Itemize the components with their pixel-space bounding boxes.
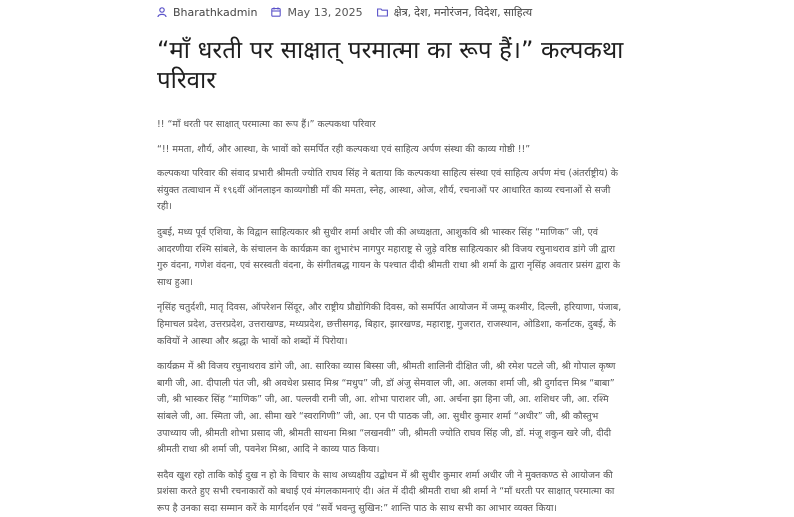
category-link[interactable]: विदेश <box>474 5 498 19</box>
folder-icon <box>377 7 388 17</box>
author-meta[interactable] <box>157 6 257 19</box>
paragraph: “!! ममता, शौर्य, और आस्था, के भावों को समर्पित रही कल्पकथा एवं साहित्य अर्पण संस्था की काव्य गोष्ठी !!” <box>157 143 531 155</box>
post-date: May 13, 2025 <box>287 5 363 19</box>
category-link[interactable]: क्षेत्र <box>393 5 408 19</box>
category-link[interactable]: देश <box>414 5 428 19</box>
post-title: “माँ धरती पर साक्षात् परमात्मा का रूप हैं।” कल्पकथा परिवार <box>157 36 624 94</box>
category-link[interactable]: साहित्य <box>503 5 533 19</box>
paragraph: सदैव खुश रहो ताकि कोई दुख न हो के विचार के साथ अध्यक्षीय उद्बोधन में श्री सुधीर कुमार शर्मा अधीर जी ने मुक्तकण्ठ से आयोजन की प्रशंसा करते हुए सभी रचनाकारों को बधाई एवं मंगलकामनाएं दी। अंत में दीदी श्रीमती राधा श्री शर्मा ने “माँ धरती पर साक्षात् परमात्मा का रूप है उनका सदा सम्मान करें के मार्गदर्शन एवं “सर्वे भवन्तु सुखिन:” शान्ति पाठ के साथ सभी का आभार व्यक्त किया। <box>157 469 615 514</box>
user-icon <box>157 7 167 17</box>
post-meta <box>157 4 627 20</box>
category-link[interactable]: मनोरंजन <box>433 5 469 19</box>
paragraph: !! “माँ धरती पर साक्षात् परमात्मा का रूप हैं।” कल्पकथा परिवार <box>157 119 376 130</box>
date-meta <box>271 6 362 19</box>
paragraph: कार्यक्रम में श्री विजय रघुनाथराव डांगे जी, आ. सारिका व्यास बिस्सा जी, श्रीमती शालिनी दीक्षित जी, श्री रमेश पटले जी, श्री गोपाल कृष्ण बागी जी, आ. दीपाली पंत जी, श्री अवधेश प्रसाद मिश्र “मधुप” जी, डॉ अंजु सेमवाल जी, आ. अलका शर्मा जी, श्री दुर्गादत्त मिश्र “बाबा” जी, श्री भास्कर सिंह “माणिक” जी, आ. पल्लवी रानी जी, आ. शोभा पाराशर जी, आ. अर्चना झा हिना जी, आ. शशिधर जी, आ. रश्मि सांबले जी, आ. स्मिता जी, आ. सीमा खरे “स्वरागिणी” जी, आ. एन पी पाठक जी, आ. सुधीर कुमार शर्मा “अधीर” जी, श्री कौस्तुभ उपाध्याय जी, श्रीमती शोभा प्रसाद जी, श्रीमती साधना मिश्रा “लखनवी” जी, श्रीमती ज्योति राघव सिंह जी, डॉ. मंजू शकुन खरे जी, दीदी श्रीमती राधा श्री शर्मा जी, पवनेश मिश्रा, आदि ने काव्य पाठ किया। <box>157 361 616 456</box>
author-link[interactable]: Bharathkadmin <box>173 5 258 19</box>
category-meta: क्षेत्र , देश , मनोरंजन , विदेश , साहित्य <box>377 5 532 20</box>
post-content <box>157 117 627 517</box>
paragraph: दुबई, मध्य पूर्व एशिया, के विद्वान साहित्यकार श्री सुधीर शर्मा अधीर जी की अध्यक्षता, आशुकवि श्री भास्कर सिंह “माणिक” जी, एवं आदरणीया रश्मि सांबले, के संचालन के कार्यक्रम का शुभारंभ नागपुर महाराष्ट्र से जुड़े वरिष्ठ साहित्यकार श्री विजय रघुनाथराव डांगे जी द्वारा गुरु वंदना, गणेश वंदना, एवं सरस्वती वंदना, के संगीतबद्ध गायन के पश्चात दीदी श्रीमती राधा श्री शर्मा के द्वारा नृसिंह अवतार प्रसंग द्वारा के साथ हुआ। <box>157 226 621 288</box>
paragraph: कल्पकथा परिवार की संवाद प्रभारी श्रीमती ज्योति राघव सिंह ने बताया कि कल्पकथा साहित्य संस्था एवं साहित्य अर्पण मंच (अंतर्राष्ट्रीय) के संयुक्त तत्वाधान में १९६वीं ऑनलाइन काव्यगोष्ठी माँ की ममता, स्नेह, आस्था, ओज, शौर्य, रचनाओं पर आधारित काव्य रचनाओं से सजी रही। <box>157 168 618 213</box>
paragraph: नृसिंह चतुर्दशी, मातृ दिवस, ऑपरेशन सिंदूर, और राष्ट्रीय प्रौद्योगिकी दिवस, को समर्पित आयोजन में जम्मू कश्मीर, दिल्ली, हरियाणा, पंजाब, हिमाचल प्रदेश, उत्तरप्रदेश, उत्तराखण्ड, मध्यप्रदेश, छत्तीसगढ़, बिहार, झारखण्ड, महाराष्ट्र, गुजरात, राजस्थान, ओडिशा, कर्नाटक, दुबई, के कवियों ने आस्था और श्रद्धा के भावों को शब्दों में पिरोया। <box>157 302 622 347</box>
calendar-icon <box>271 7 281 17</box>
